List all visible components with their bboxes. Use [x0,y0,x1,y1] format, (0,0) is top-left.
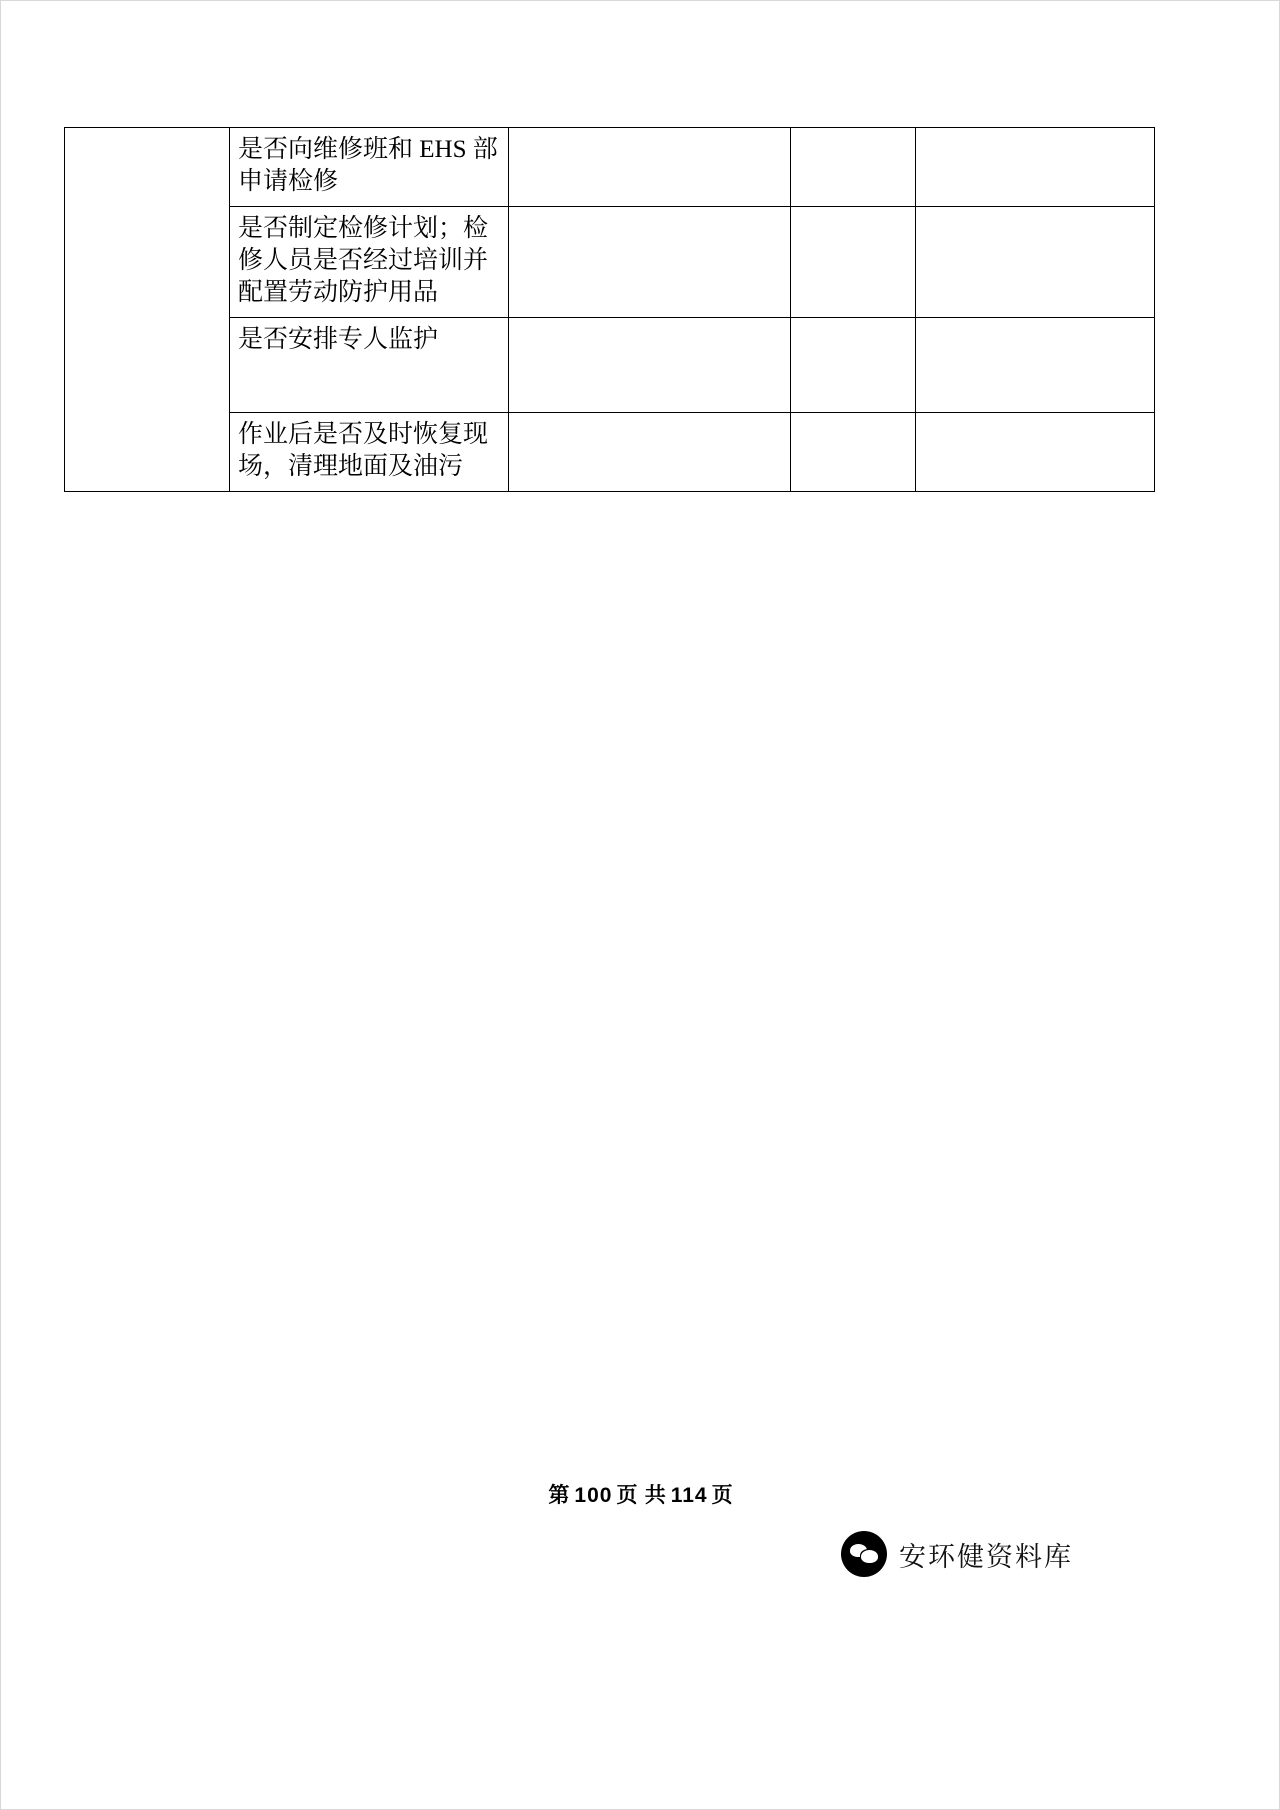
item-text: 作业后是否及时恢复现场，清理地面及油污 [238,421,489,480]
result-cell[interactable] [509,207,791,318]
last-cell[interactable] [916,318,1155,413]
middle-cell[interactable] [791,318,916,413]
inspection-table [64,127,1155,492]
watermark [841,1531,1073,1577]
footer-prefix: 第 [548,1483,571,1507]
last-cell[interactable] [916,128,1155,207]
footer-suffix: 页 [711,1483,734,1507]
footer-total-pages: 114 [670,1484,708,1507]
item-cell [230,413,509,492]
item-cell [230,207,509,318]
item-cell [230,318,509,413]
middle-cell[interactable] [791,207,916,318]
item-cell [230,128,509,207]
result-cell[interactable] [509,413,791,492]
item-text: 是否制定检修计划；检修人员是否经过培训并配置劳动防护用品 [238,215,489,306]
item-text: 是否向维修班和 EHS 部申请检修 [238,136,498,195]
middle-cell[interactable] [791,128,916,207]
footer-page-number: 100 [574,1484,613,1507]
middle-cell[interactable] [791,413,916,492]
table-body [65,128,1155,492]
item-text: 是否安排专人监护 [238,326,439,353]
table-row [65,128,1155,207]
watermark-text: 安环健资料库 [899,1541,1073,1572]
last-cell[interactable] [916,413,1155,492]
result-cell[interactable] [509,318,791,413]
last-cell[interactable] [916,207,1155,318]
wechat-icon [841,1531,887,1577]
result-cell[interactable] [509,128,791,207]
footer-middle: 页 共 [616,1483,667,1507]
page-footer [1,1479,1280,1509]
category-cell [65,128,230,492]
